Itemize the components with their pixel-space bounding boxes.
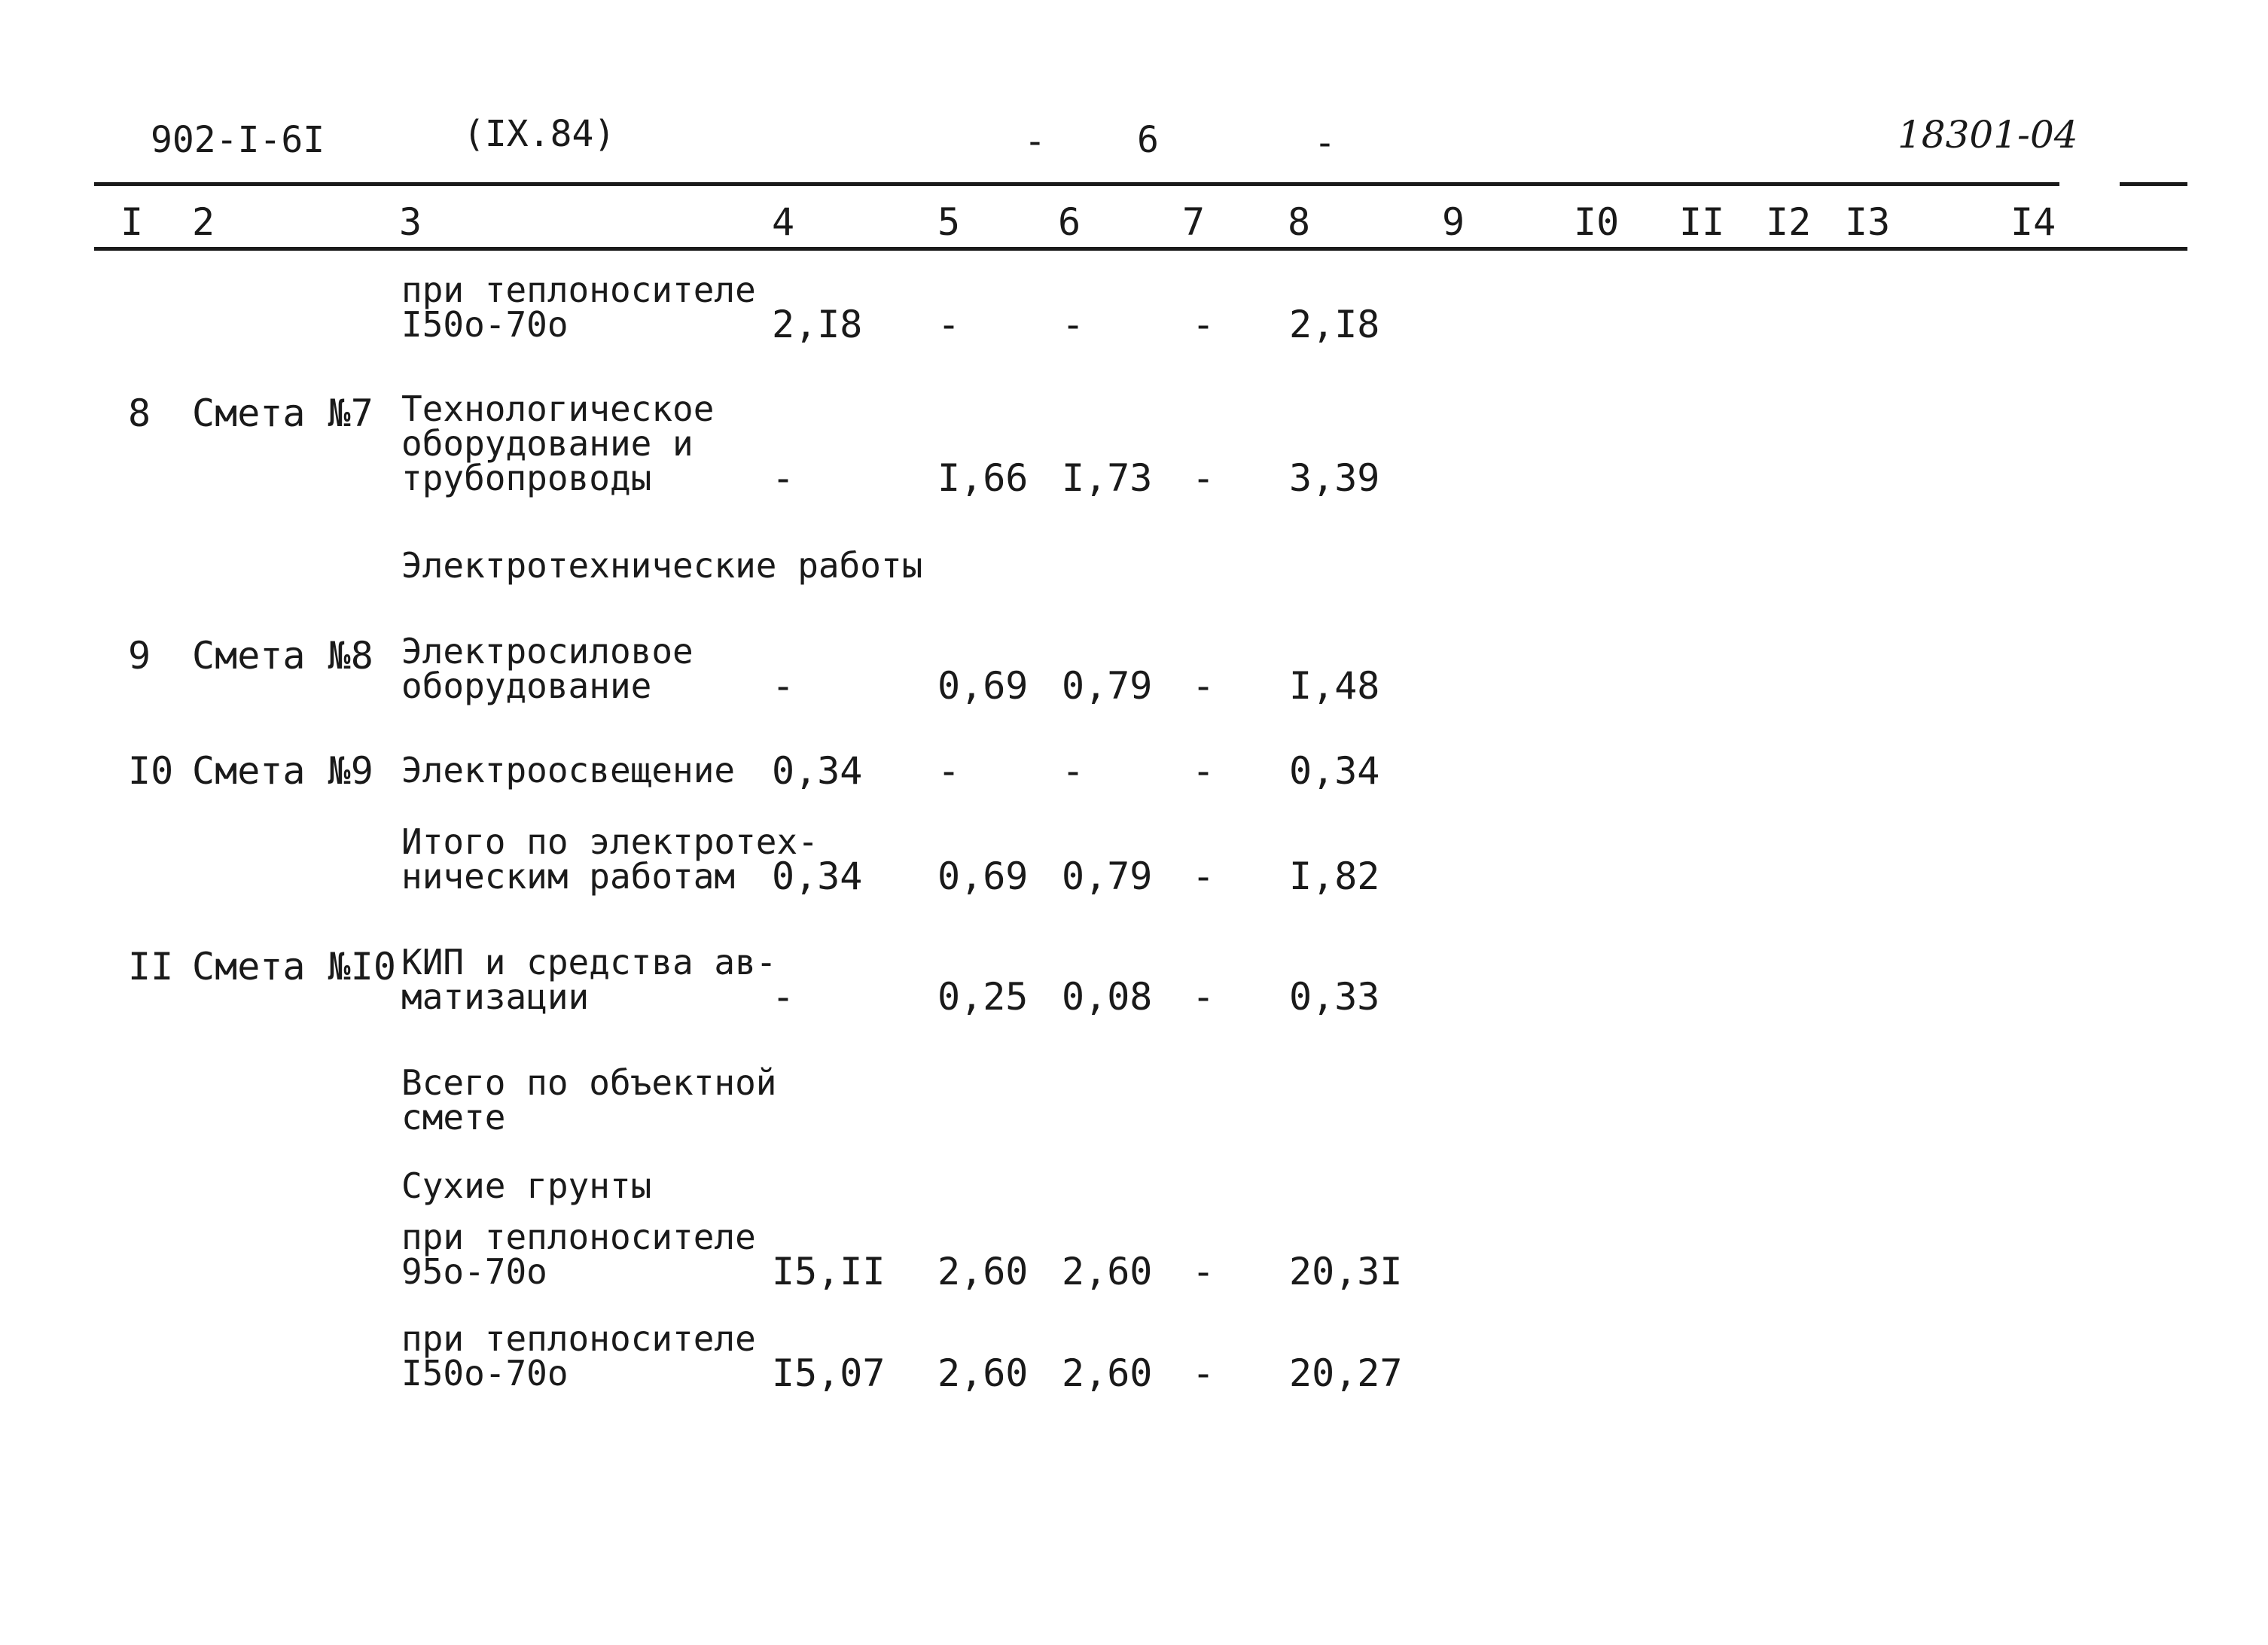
work-name-line: оборудование bbox=[401, 666, 652, 706]
cost-c7: - bbox=[1192, 456, 1215, 500]
cost-c6: 2,60 bbox=[1062, 1250, 1153, 1293]
work-name-line: ническим работам bbox=[401, 856, 736, 897]
page-number: 6 bbox=[1137, 119, 1159, 161]
header-rule-bottom bbox=[94, 247, 2187, 251]
cost-c4: - bbox=[772, 664, 795, 708]
column-number: 7 bbox=[1182, 200, 1206, 244]
cost-c5: 0,25 bbox=[937, 975, 1029, 1019]
cost-c8: 20,27 bbox=[1289, 1351, 1403, 1395]
page-dash-right: - bbox=[1314, 122, 1336, 164]
cost-c5: - bbox=[937, 749, 961, 793]
row-number: II bbox=[128, 945, 174, 989]
cost-c8: 0,34 bbox=[1289, 749, 1380, 793]
cost-c6: 0,79 bbox=[1062, 854, 1153, 898]
cost-c7: - bbox=[1192, 1351, 1215, 1395]
cost-c4: I5,II bbox=[772, 1250, 886, 1293]
cost-c8: 2,I8 bbox=[1289, 303, 1380, 346]
cost-c7: - bbox=[1192, 1250, 1215, 1293]
smeta-reference: Смета №9 bbox=[192, 749, 373, 793]
column-number: 6 bbox=[1058, 200, 1081, 244]
work-name-line: 95о-70о bbox=[401, 1251, 547, 1292]
work-name bbox=[401, 1318, 756, 1394]
smeta-reference: Смета №I0 bbox=[192, 945, 396, 989]
work-name-line: при теплоносителе bbox=[401, 270, 756, 310]
cost-c6: - bbox=[1062, 303, 1085, 346]
work-name bbox=[401, 631, 694, 706]
cost-c5: 2,60 bbox=[937, 1351, 1029, 1395]
column-number: 5 bbox=[937, 200, 961, 244]
column-number: I0 bbox=[1574, 200, 1620, 244]
work-name-line: Всего по объектной bbox=[401, 1062, 777, 1103]
column-number: 9 bbox=[1442, 200, 1465, 244]
work-name-line: трубопроводы bbox=[401, 458, 652, 498]
cost-c6: I,73 bbox=[1062, 456, 1153, 500]
cost-c4: 2,I8 bbox=[772, 303, 863, 346]
column-number: I4 bbox=[2010, 200, 2056, 244]
cost-c7: - bbox=[1192, 303, 1215, 346]
edition-date: (IX.84) bbox=[463, 113, 616, 155]
work-name-line: КИП и средства ав- bbox=[401, 942, 777, 982]
smeta-reference: Смета №8 bbox=[192, 634, 373, 678]
work-name-line: при теплоносителе bbox=[401, 1318, 756, 1359]
cost-c6: 0,08 bbox=[1062, 975, 1153, 1019]
cost-c7: - bbox=[1192, 749, 1215, 793]
cost-c6: 0,79 bbox=[1062, 664, 1153, 708]
work-name bbox=[401, 1062, 777, 1138]
cost-c5: I,66 bbox=[937, 456, 1029, 500]
work-name bbox=[401, 388, 715, 498]
inventory-stamp: 18301-04 bbox=[1898, 113, 2078, 157]
column-number: I2 bbox=[1766, 200, 1812, 244]
cost-c8: 3,39 bbox=[1289, 456, 1380, 500]
work-name-line: Электросиловое bbox=[401, 631, 694, 672]
cost-c4: - bbox=[772, 456, 795, 500]
work-name bbox=[401, 545, 923, 586]
work-name-line: Электроосвещение bbox=[401, 750, 736, 791]
cost-c7: - bbox=[1192, 854, 1215, 898]
work-name bbox=[401, 942, 777, 1017]
column-number: 4 bbox=[772, 200, 795, 244]
cost-c4: I5,07 bbox=[772, 1351, 886, 1395]
cost-c5: 0,69 bbox=[937, 664, 1029, 708]
column-number: I3 bbox=[1845, 200, 1891, 244]
work-name-line: смете bbox=[401, 1097, 506, 1138]
work-name-line: Электротехнические работы bbox=[401, 545, 923, 586]
cost-c6: - bbox=[1062, 749, 1085, 793]
cost-c8: I,82 bbox=[1289, 854, 1380, 898]
cost-c8: I,48 bbox=[1289, 664, 1380, 708]
cost-c4: 0,34 bbox=[772, 854, 863, 898]
work-name-line: при теплоносителе bbox=[401, 1217, 756, 1257]
cost-c5: 2,60 bbox=[937, 1250, 1029, 1293]
column-number: 8 bbox=[1288, 200, 1311, 244]
cost-c4: - bbox=[772, 975, 795, 1019]
work-name bbox=[401, 270, 756, 345]
work-name-line: матизации bbox=[401, 976, 590, 1017]
cost-c4: 0,34 bbox=[772, 749, 863, 793]
work-name bbox=[401, 821, 818, 897]
work-name-line: Итого по электротех- bbox=[401, 821, 818, 862]
cost-c5: - bbox=[937, 303, 961, 346]
work-name bbox=[401, 1217, 756, 1292]
cost-c7: - bbox=[1192, 975, 1215, 1019]
column-number: 2 bbox=[192, 200, 215, 244]
cost-c5: 0,69 bbox=[937, 854, 1029, 898]
column-number: I bbox=[120, 200, 144, 244]
work-name-line: оборудование и bbox=[401, 423, 694, 464]
header-rule-top-right bbox=[2120, 182, 2187, 186]
header-rule-top bbox=[94, 182, 2059, 186]
work-name-line: Технологическое bbox=[401, 388, 715, 429]
cost-c6: 2,60 bbox=[1062, 1351, 1153, 1395]
row-number: 8 bbox=[128, 391, 151, 435]
cost-c8: 20,3I bbox=[1289, 1250, 1403, 1293]
row-number: I0 bbox=[128, 749, 174, 793]
page-dash-left: - bbox=[1024, 120, 1046, 163]
work-name-line: Сухие грунты bbox=[401, 1165, 652, 1206]
doc-number: 902-I-6I bbox=[151, 119, 325, 161]
column-number: 3 bbox=[399, 200, 422, 244]
work-name bbox=[401, 750, 736, 791]
cost-c7: - bbox=[1192, 664, 1215, 708]
cost-c8: 0,33 bbox=[1289, 975, 1380, 1019]
smeta-reference: Смета №7 bbox=[192, 391, 373, 435]
row-number: 9 bbox=[128, 634, 151, 678]
work-name bbox=[401, 1165, 652, 1206]
work-name-line: I50о-70о bbox=[401, 1353, 569, 1394]
column-number: II bbox=[1679, 200, 1725, 244]
work-name-line: I50о-70о bbox=[401, 304, 569, 345]
